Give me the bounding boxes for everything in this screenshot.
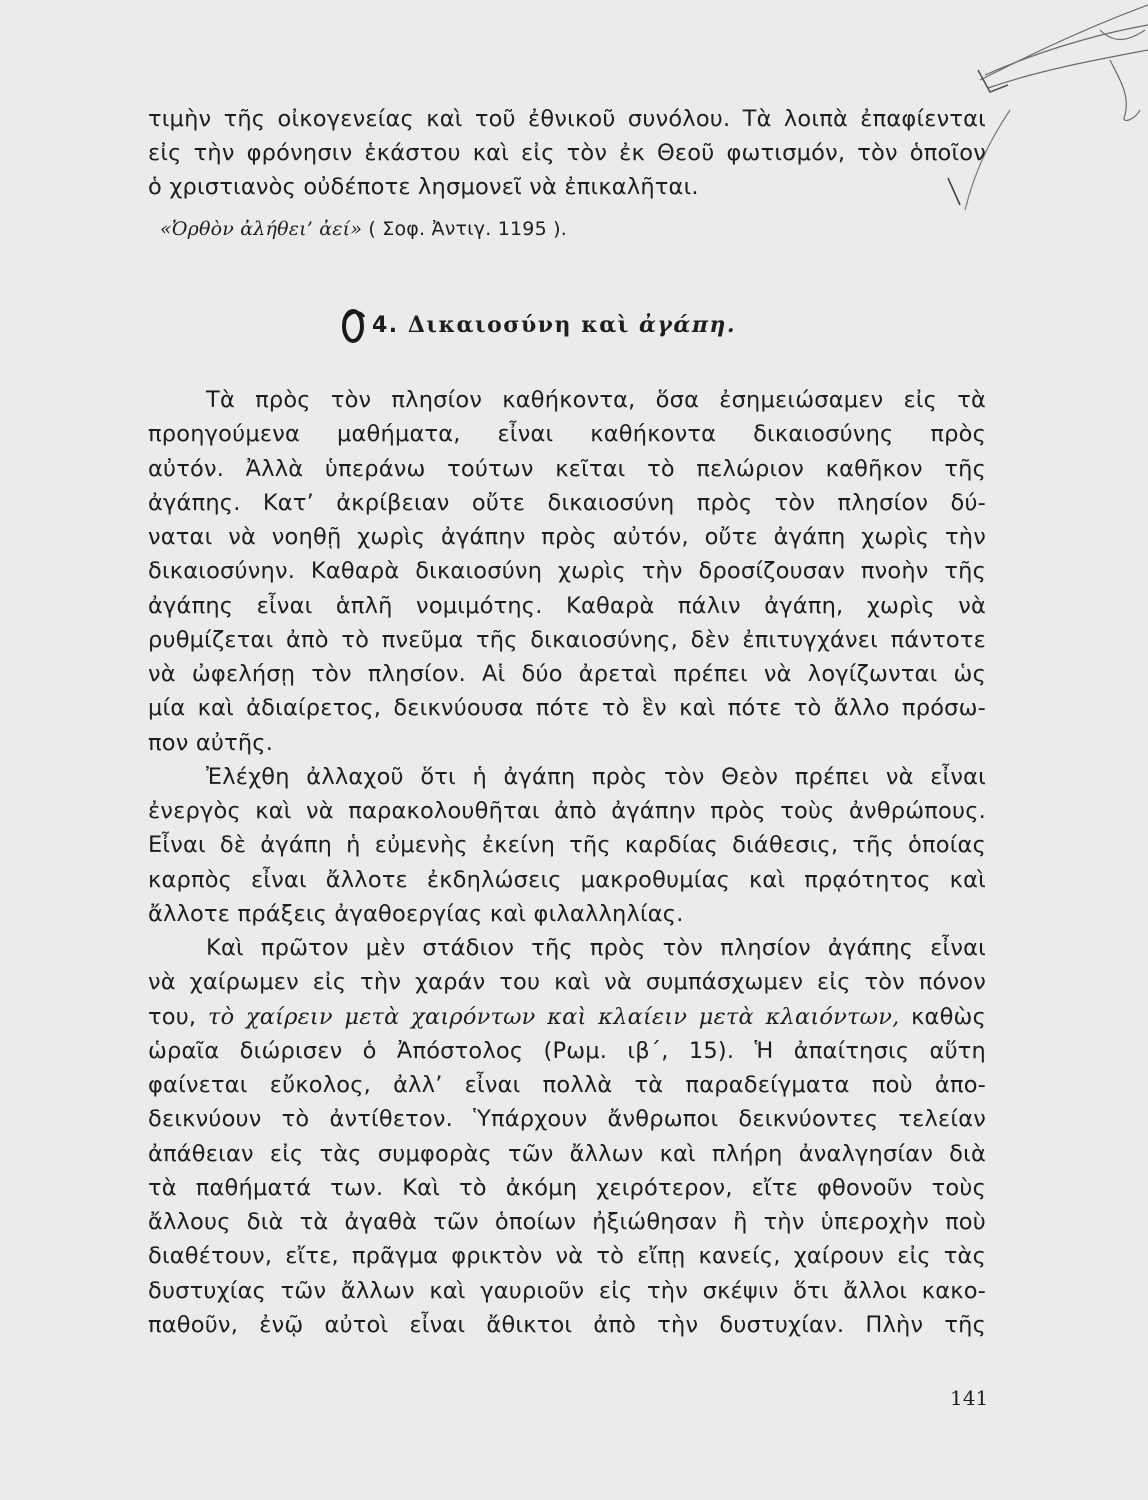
text-line: νὰ ὠφελήσῃ τὸν πλησίον. Αἱ δύο ἀρεταὶ πρέπει νὰ λογίζωνται ὡς xyxy=(148,661,986,687)
text-line xyxy=(148,1000,986,1034)
text-line: Εἶναι δὲ ἀγάπη ἡ εὐμενὴς ἐκείνη τῆς καρδίας διάθεσις, τῆς ὁποίας xyxy=(148,832,986,859)
italic-quote: τὸ χαίρειν μετὰ χαιρόντων καὶ κλαίειν μετὰ κλαιόντων, xyxy=(207,1003,900,1030)
section-heading xyxy=(372,312,736,338)
section-number: 4. xyxy=(372,313,399,338)
text-line: αὐτόν. Ἀλλὰ ὑπεράνω τούτων κεῖται τὸ πελώριον καθῆκον τῆς xyxy=(148,455,986,482)
text-line: Ἐλέχθη ἀλλαχοῦ ὅτι ἡ ἀγάπη πρὸς τὸν Θεὸν πρέπει νὰ εἶναι xyxy=(206,763,986,790)
handwritten-o-mark-icon xyxy=(338,303,370,347)
text-line: παθοῦν, ἐνῷ αὐτοὶ εἶναι ἄθικτοι ἀπὸ τὴν δυστυχίαν. Πλὴν τῆς xyxy=(148,1311,986,1338)
text-line: πον αὐτῆς. xyxy=(148,729,274,756)
text-line: ἄλλοτε πράξεις ἀγαθοεργίας καὶ φιλαλληλίας. xyxy=(148,900,684,927)
text-line: καρπὸς εἶναι ἄλλοτε ἐκδηλώσεις μακροθυμίας καὶ πρᾳότητος καὶ xyxy=(148,866,986,893)
text-line: εἰς τὴν φρόνησιν ἑκάστου καὶ εἰς τὸν ἐκ Θεοῦ φωτισμόν, τὸν ὁποῖον xyxy=(148,140,986,166)
page-number: 141 xyxy=(950,1386,989,1410)
quotation-reference: ( Σοφ. Ἀντιγ. 1195 ). xyxy=(368,218,567,240)
text-line: ἀπάθειαν εἰς τὰς συμφορὰς τῶν ἄλλων καὶ πλήρη ἀναλγησίαν διὰ xyxy=(148,1140,986,1167)
quotation-greek: «Ὀρθὸν ἀλήθει’ ἀεί» xyxy=(160,218,363,240)
text-line: ἐνεργὸς καὶ νὰ παρακολουθῆται ἀπὸ ἀγάπην πρὸς τοὺς ἀνθρώπους. xyxy=(148,798,986,824)
text-line: μία καὶ ἀδιαίρετος, δεικνύουσα πότε τὸ ἓν καὶ πότε τὸ ἄλλο πρόσω- xyxy=(148,695,986,722)
text-line: Τὰ πρὸς τὸν πλησίον καθήκοντα, ὅσα ἐσημειώσαμεν εἰς τὰ xyxy=(206,387,986,413)
text-line: νὰ χαίρωμεν εἰς τὴν χαράν του καὶ νὰ συμπάσχωμεν εἰς τὸν πόνον xyxy=(148,969,986,996)
text-line: διαθέτουν, εἴτε, πρᾶγμα φρικτὸν νὰ τὸ εἴπῃ κανείς, χαίρουν εἰς τὰς xyxy=(148,1243,986,1270)
section-title-part1: Δικαιοσύνη καὶ xyxy=(407,312,630,338)
text-line: ὡραῖα διώρισεν ὁ Ἀπόστολος (Ρωμ. ιβ΄, 15). Ἡ ἀπαίτησις αὕτη xyxy=(148,1037,986,1064)
text-line: προηγούμενα μαθήματα, εἶναι καθήκοντα δικαιοσύνης πρὸς xyxy=(148,421,986,448)
quotation xyxy=(160,212,998,246)
text-line: ἀγάπης εἶναι ἁπλῆ νομιμότης. Καθαρὰ πάλιν ἀγάπη, χωρὶς νὰ xyxy=(148,592,986,619)
text-line: δικαιοσύνην. Καθαρὰ δικαιοσύνη χωρὶς τὴν δροσίζουσαν πνοὴν τῆς xyxy=(148,558,986,585)
text-line: δεικνύουν τὸ ἀντίθετον. Ὑπάρχουν ἄνθρωποι δεικνύοντες τελείαν xyxy=(148,1106,986,1133)
text-segment: του, xyxy=(148,1003,197,1030)
text-line: φαίνεται εὔκολος, ἀλλ’ εἶναι πολλὰ τὰ παραδείγματα ποὺ ἀπο- xyxy=(148,1072,986,1098)
text-line: ἄλλους διὰ τὰ ἀγαθὰ τῶν ὁποίων ἠξιώθησαν ἢ τὴν ὑπεροχὴν ποὺ xyxy=(148,1209,986,1235)
text-line: δυστυχίας τῶν ἄλλων καὶ γαυριοῦν εἰς τὴν σκέψιν ὅτι ἄλλοι κακο- xyxy=(148,1277,986,1304)
text-line: ἀγάπης. Κατ’ ἀκρίβειαν οὔτε δικαιοσύνη πρὸς τὸν πλησίον δύ- xyxy=(148,489,986,516)
text-line: τιμὴν τῆς οἰκογενείας καὶ τοῦ ἐθνικοῦ συνόλου. Τὰ λοιπὰ ἐπαφίενται xyxy=(148,106,986,132)
text-line: ναται νὰ νοηθῇ χωρὶς ἀγάπην πρὸς αὐτόν, οὔτε ἀγάπη χωρὶς τὴν xyxy=(148,524,986,550)
text-line: ρυθμίζεται ἀπὸ τὸ πνεῦμα τῆς δικαιοσύνης, δὲν ἐπιτυγχάνει πάντοτε xyxy=(148,626,986,653)
text-line: Καὶ πρῶτον μὲν στάδιον τῆς πρὸς τὸν πλησίον ἀγάπης εἶναι xyxy=(206,935,986,961)
text-segment: καθὼς xyxy=(911,1003,986,1030)
text-line: τὰ παθήματά των. Καὶ τὸ ἀκόμη χειρότερον, εἴτε φθονοῦν τοὺς xyxy=(148,1174,986,1201)
text-line: ὁ χριστιανὸς οὐδέποτε λησμονεῖ νὰ ἐπικαλῆται. xyxy=(148,174,699,200)
section-title-part2: ἀγάπη. xyxy=(638,312,737,338)
